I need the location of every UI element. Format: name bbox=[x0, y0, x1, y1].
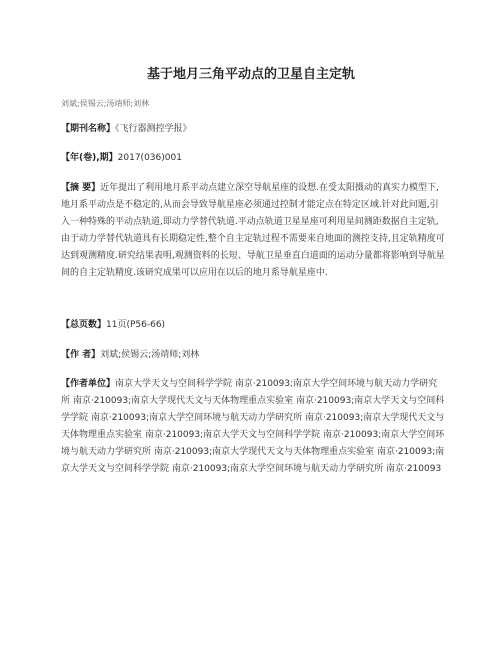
pages-field bbox=[61, 317, 445, 334]
pages-value: 11页(P56-66) bbox=[106, 320, 166, 330]
journal-value: 《飞行器测控学报》 bbox=[115, 124, 192, 134]
journal-field bbox=[61, 121, 445, 138]
abstract-field bbox=[61, 180, 445, 282]
author-field bbox=[61, 347, 445, 364]
authors-line: 刘斌;侯锡云;汤靖师;刘林 bbox=[61, 99, 150, 108]
author-value: 刘斌;侯锡云;汤靖师;刘林 bbox=[100, 350, 200, 360]
abstract-label: 【摘 要】 bbox=[61, 183, 101, 193]
affiliation-value: 南京大学天文与空间科学学院 南京·210093;南京大学空间环境与航天动力学研究所 南京·210093;南京大学现代天文与天体物理重点实验室 南京·210093;南京大学天文与空间科学学院 南京·210093;南京大学空间环境与航天动力学研究所 南京·210093;南京大学现代天文与天体物理重点实验室 南京·210093;南京大学天文与空间科学学院 南京·210093;南京大学空间环境与航天动力学研究所 南京·210093;南京大学现代天文与天体物理重点实验室 南京·210093;南京大学天文与空间科学学院 南京·210093;南京大学空间环境与航天动力学研究所 南京·210093 bbox=[61, 379, 445, 474]
affiliation-field bbox=[61, 376, 445, 478]
volume-field bbox=[61, 150, 445, 167]
volume-value: 2017(036)001 bbox=[117, 153, 182, 163]
journal-label: 【期刊名称】 bbox=[61, 124, 116, 134]
abstract-value: 近年提出了利用地月系平动点建立深空导航星座的设想.在受太阳摄动的真实力模型下,地月系平动点是不稳定的,从而会导致导航星座必须通过控制才能定点在特定区域.针对此问题,引入一种特殊的平动点轨道,即动力学替代轨道.平动点轨道卫星星座可利用星间测距数据自主定轨,由于动力学替代轨道具有长期稳定性,整个自主定轨过程不需要来自地面的测控支持,且定轨精度可达到观测精度.研究结果表明,观测资料的长短、导航卫星垂直白道面的运动分量都将影响到导航星间的自主定轨精度.该研究成果可以应用在以后的地月系导航星座中. bbox=[61, 183, 445, 278]
document-title: 基于地月三角平动点的卫星自主定轨 bbox=[146, 67, 355, 82]
author-label: 【作 者】 bbox=[61, 350, 101, 360]
affiliation-label: 【作者单位】 bbox=[61, 379, 116, 389]
pages-label: 【总页数】 bbox=[61, 320, 107, 330]
volume-label: 【年(卷),期】 bbox=[61, 153, 118, 163]
